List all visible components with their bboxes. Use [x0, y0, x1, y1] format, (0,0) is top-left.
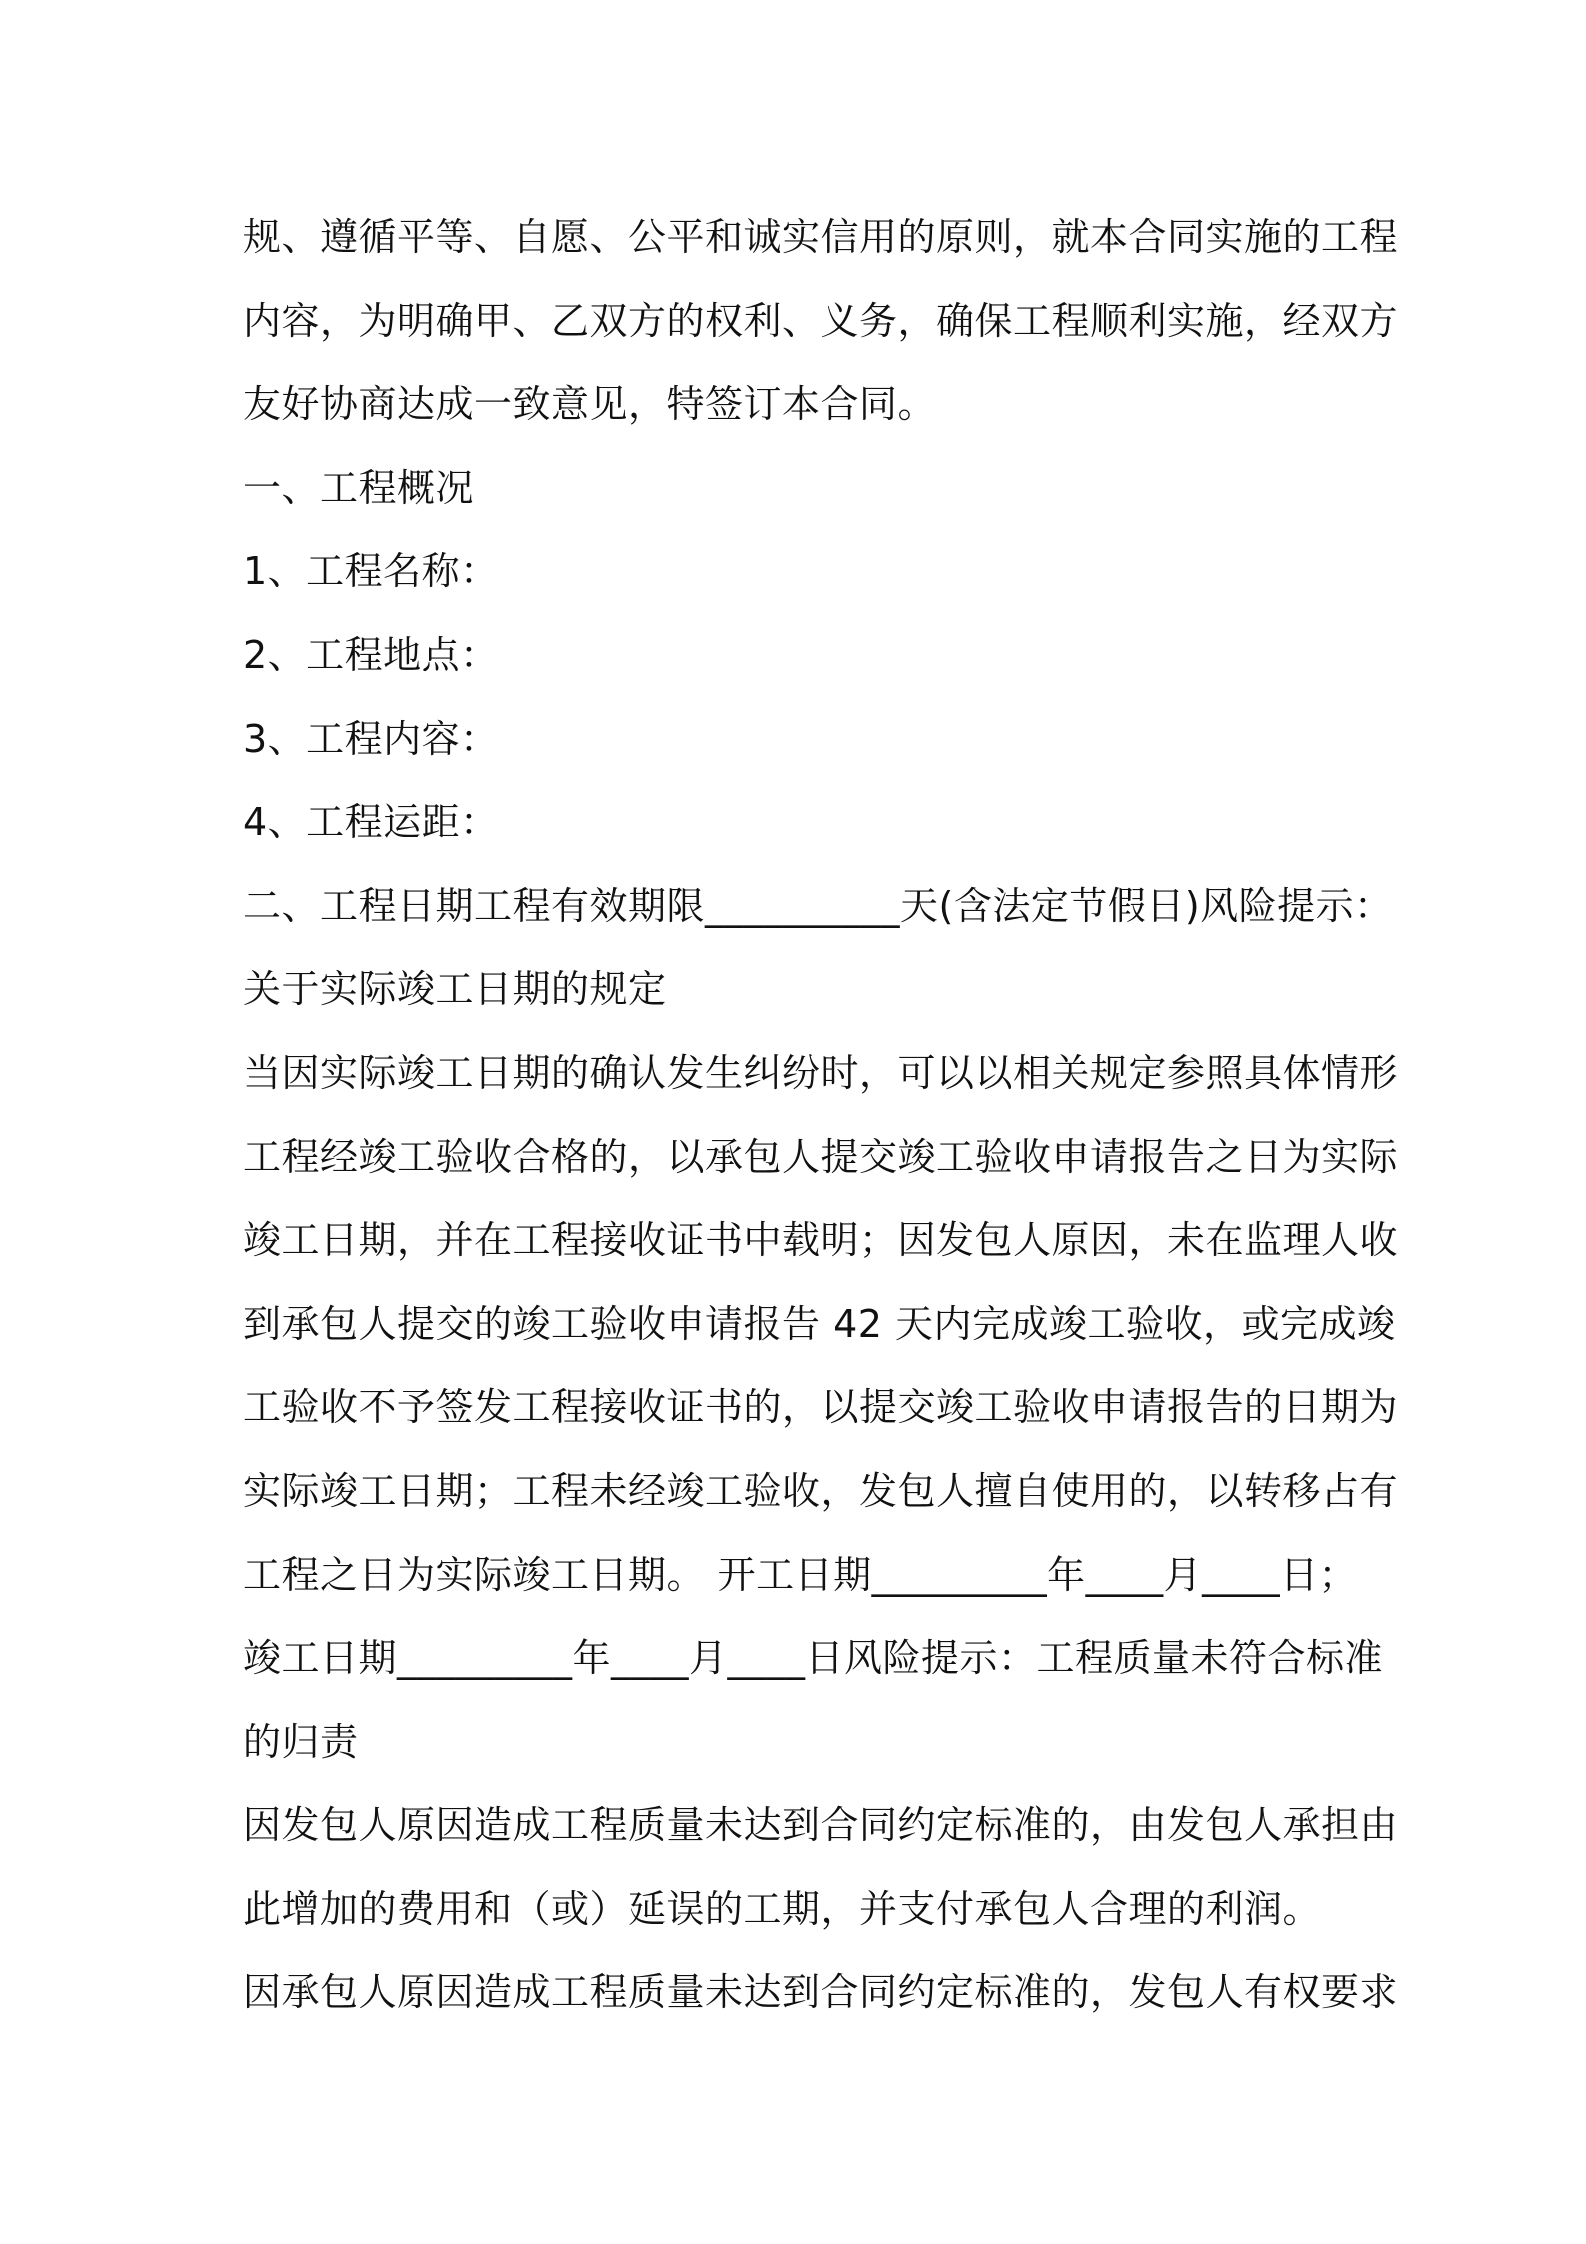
- text-line: 工验收不予签发工程接收证书的，以提交竣工验收申请报告的日期为: [243, 1385, 1399, 1430]
- list-item: 3、工程内容：: [243, 716, 499, 761]
- section-heading: 一、工程概况: [243, 465, 475, 510]
- text-line: 竣工日期_________年____月____日风险提示：工程质量未符合标准: [243, 1636, 1384, 1681]
- list-item: 4、工程运距：: [243, 800, 499, 845]
- document-body: [243, 196, 1399, 2035]
- text-line: 实际竣工日期；工程未经竣工验收，发包人擅自使用的，以转移占有: [243, 1468, 1399, 1513]
- list-item: 1、工程名称：: [243, 549, 499, 594]
- text-line: 因发包人原因造成工程质量未达到合同约定标准的，由发包人承担由: [243, 1803, 1399, 1848]
- text-line: 当因实际竣工日期的确认发生纠纷时，可以以相关规定参照具体情形: [243, 1050, 1399, 1095]
- list-item: 2、工程地点：: [243, 632, 499, 677]
- text-line: 的归责: [243, 1719, 359, 1764]
- text-line: 工程之日为实际竣工日期。 开工日期_________年____月____日；: [243, 1552, 1358, 1597]
- text-line: 内容，为明确甲、乙双方的权利、义务，确保工程顺利实施，经双方: [243, 298, 1399, 343]
- text-line: 友好协商达成一致意见，特签订本合同。: [243, 382, 937, 427]
- text-line: 因承包人原因造成工程质量未达到合同约定标准的，发包人有权要求: [243, 1970, 1399, 2015]
- text-line: 竣工日期，并在工程接收证书中载明；因发包人原因，未在监理人收: [243, 1218, 1399, 1263]
- text-line: 此增加的费用和（或）延误的工期，并支付承包人合理的利润。: [243, 1886, 1322, 1931]
- text-line: 关于实际竣工日期的规定: [243, 967, 667, 1012]
- section-heading: 二、工程日期工程有效期限__________天(含法定节假日)风险提示：: [243, 883, 1393, 928]
- text-line: 规、遵循平等、自愿、公平和诚实信用的原则，就本合同实施的工程: [243, 215, 1399, 259]
- text-line: 到承包人提交的竣工验收申请报告 42 天内完成竣工验收，或完成竣: [243, 1301, 1396, 1346]
- text-line: 工程经竣工验收合格的，以承包人提交竣工验收申请报告之日为实际: [243, 1134, 1399, 1179]
